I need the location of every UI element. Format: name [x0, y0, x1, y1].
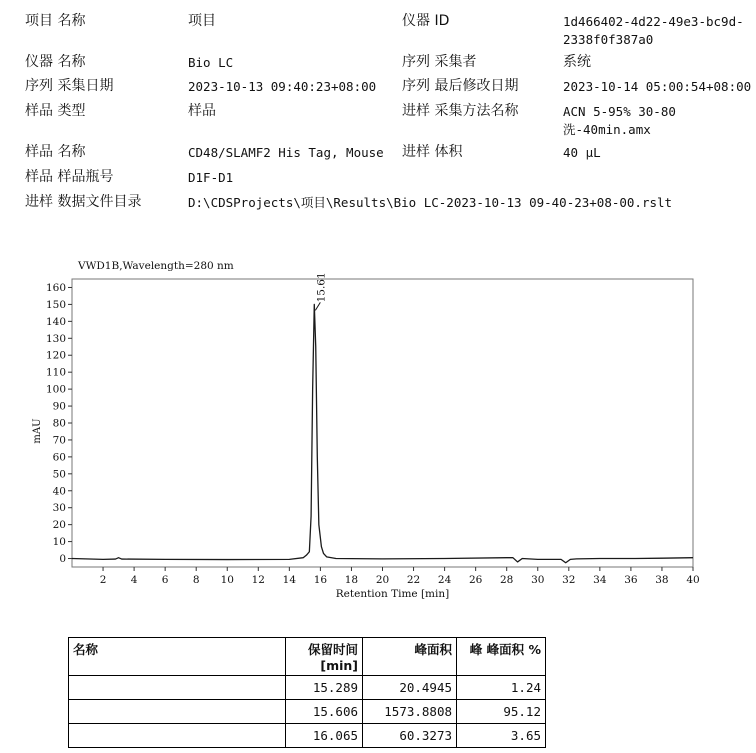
y-tick-label: 150	[45, 298, 66, 311]
meta-value-instrument-id: 1d466402-4d22-49e3-bc9d-2338f0f387a0	[563, 14, 744, 47]
x-tick-label: 24	[437, 574, 452, 586]
y-axis-label: mAU	[32, 418, 43, 444]
meta-value-acquisition-date: 2023-10-13 09:40:23+08:00	[188, 79, 377, 94]
meta-label-last-modified: 序列 最后修改日期	[402, 78, 519, 94]
x-tick-label: 26	[468, 574, 483, 586]
peak-label: 15.61	[315, 272, 328, 303]
x-tick-label: 32	[562, 574, 576, 586]
cell-peak-area-percent: 95.12	[457, 700, 546, 724]
chart-title: VWD1B,Wavelength=280 nm	[78, 260, 234, 272]
meta-value-sequence-acquirer: 系统	[563, 54, 591, 70]
y-tick-label: 70	[52, 434, 66, 447]
meta-label-injection-volume: 进样 体积	[402, 144, 463, 160]
x-tick-label: 28	[500, 574, 514, 586]
meta-label-data-directory: 进样 数据文件目录	[25, 194, 142, 210]
x-tick-label: 12	[251, 574, 265, 586]
series-line	[72, 304, 693, 562]
x-tick-label: 30	[531, 574, 545, 586]
x-tick-label: 8	[192, 574, 200, 586]
cell-name	[69, 700, 286, 724]
meta-label-sequence-acquirer: 序列 采集者	[402, 54, 477, 70]
cell-name	[69, 676, 286, 700]
cell-peak-area: 60.3273	[363, 724, 457, 748]
y-tick-label: 90	[52, 400, 66, 413]
meta-label-sample-name: 样品 名称	[25, 144, 86, 160]
meta-value-method-name: ACN 5-95% 30-80洗-40min.amx	[563, 104, 676, 137]
x-tick-label: 40	[686, 574, 700, 586]
header-name: 名称	[69, 638, 286, 676]
header-peak-area-percent: 峰 峰面积 %	[457, 638, 546, 676]
x-tick-label: 38	[655, 574, 669, 586]
cell-peak-area-percent: 1.24	[457, 676, 546, 700]
x-tick-label: 20	[375, 574, 390, 586]
x-axis-label: Retention Time [min]	[335, 588, 450, 600]
y-tick-label: 40	[52, 485, 66, 498]
meta-label-method-name: 进样 采集方法名称	[402, 103, 519, 119]
y-tick-label: 130	[45, 332, 66, 345]
cell-name	[69, 724, 286, 748]
y-tick-label: 110	[45, 366, 66, 379]
meta-value-sample-type: 样品	[188, 103, 216, 119]
meta-label-vial-number: 样品 样品瓶号	[25, 169, 114, 185]
x-tick-label: 6	[161, 574, 169, 586]
meta-value-sample-name: CD48/SLAMF2 His Tag, Mouse	[188, 145, 384, 160]
y-tick-label: 60	[52, 451, 66, 464]
chromatogram-svg	[0, 255, 756, 600]
x-tick-label: 16	[313, 574, 328, 586]
meta-value-instrument-name: Bio LC	[188, 55, 234, 70]
meta-value-last-modified: 2023-10-14 05:00:54+08:00	[563, 79, 752, 94]
y-tick-label: 50	[52, 468, 66, 481]
meta-value-vial-number: D1F-D1	[188, 170, 234, 185]
header-peak-area: 峰面积	[363, 638, 457, 676]
peak-label-leader	[315, 302, 320, 310]
meta-value-project-name: 项目	[188, 13, 216, 29]
meta-label-acquisition-date: 序列 采集日期	[25, 78, 114, 94]
table-header-row	[69, 638, 546, 676]
x-tick-label: 14	[282, 574, 297, 586]
x-tick-label: 18	[344, 574, 359, 586]
table-row	[69, 700, 546, 724]
cell-retention-time: 15.289	[286, 676, 363, 700]
table-row	[69, 724, 546, 748]
x-tick-label: 2	[99, 574, 107, 586]
header-retention-time-text: 保留时间 [min]	[307, 642, 358, 673]
y-tick-label: 140	[45, 315, 66, 328]
table-row	[69, 676, 546, 700]
meta-label-sample-type: 样品 类型	[25, 103, 86, 119]
cell-retention-time: 16.065	[286, 724, 363, 748]
meta-label-instrument-id: 仪器 ID	[402, 13, 450, 29]
y-tick-label: 10	[52, 536, 66, 549]
cell-peak-area-percent: 3.65	[457, 724, 546, 748]
y-tick-label: 160	[45, 281, 66, 294]
y-tick-label: 20	[52, 519, 66, 532]
x-tick-label: 4	[130, 574, 138, 586]
plot-frame	[72, 279, 693, 567]
peak-table	[68, 637, 546, 748]
cell-retention-time: 15.606	[286, 700, 363, 724]
y-tick-label: 0	[59, 553, 66, 566]
cell-peak-area: 1573.8808	[363, 700, 457, 724]
x-tick-label: 10	[220, 574, 234, 586]
y-tick-label: 100	[45, 383, 66, 396]
meta-label-project-name: 项目 名称	[25, 13, 86, 29]
meta-value-injection-volume: 40 μL	[563, 145, 601, 160]
cell-peak-area: 20.4945	[363, 676, 457, 700]
meta-value-data-directory: D:\CDSProjects\项目\Results\Bio LC-2023-10-13 09-40-23+08-00.rslt	[188, 195, 673, 210]
header-retention-time	[286, 638, 363, 676]
y-tick-label: 120	[45, 349, 66, 362]
y-tick-label: 30	[52, 502, 66, 515]
chromatogram-chart	[0, 255, 756, 600]
x-tick-label: 34	[593, 574, 607, 586]
x-tick-label: 22	[406, 574, 421, 586]
meta-label-instrument-name: 仪器 名称	[25, 54, 86, 70]
y-tick-label: 80	[52, 417, 66, 430]
x-tick-label: 36	[624, 574, 638, 586]
